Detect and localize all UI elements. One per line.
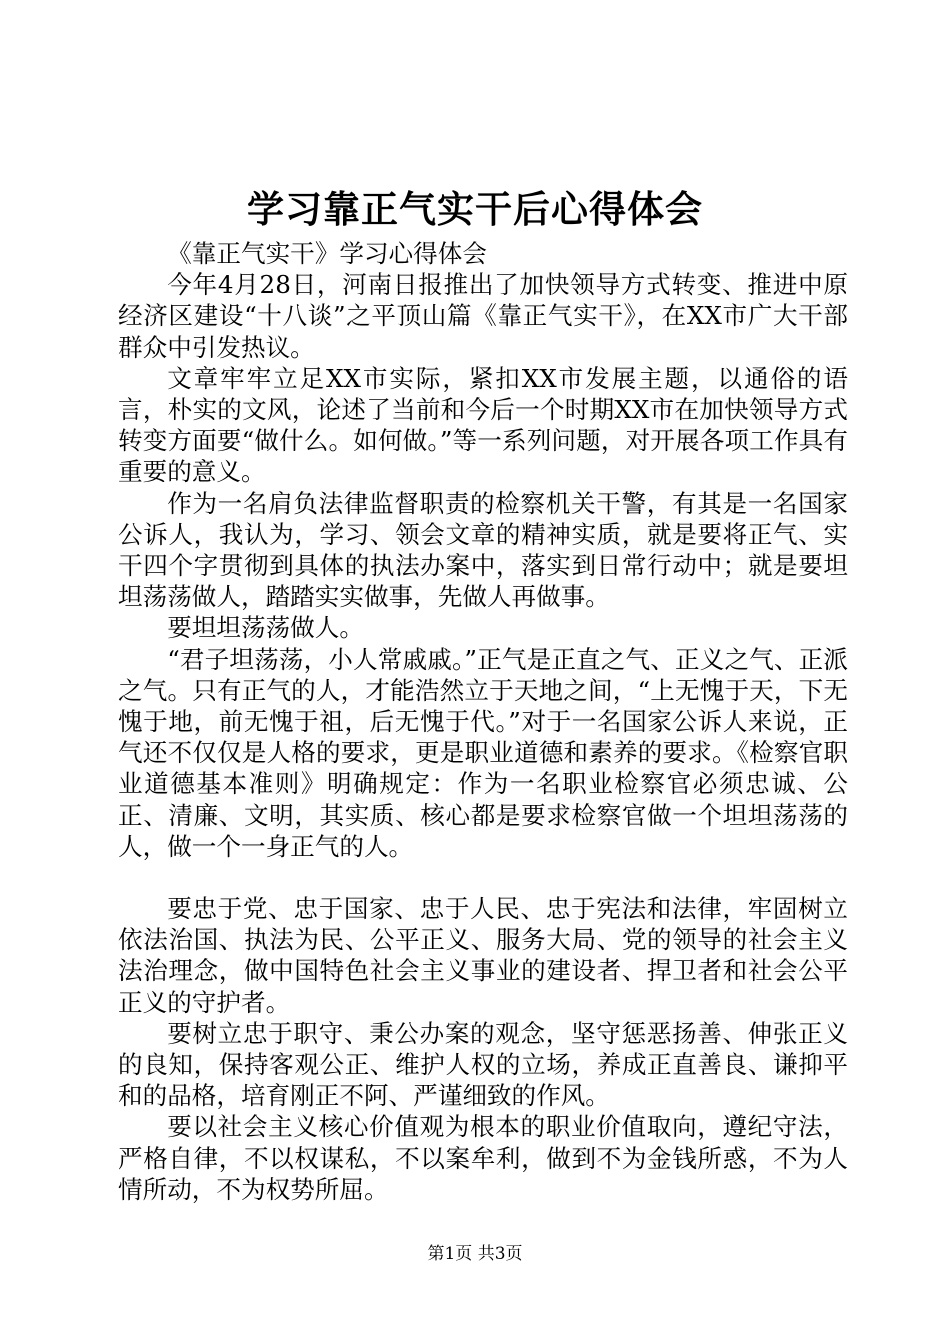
paragraph: 要树立忠于职守、秉公办案的观念，坚守惩恶扬善、伸张正义的良知，保持客观公正、维护人权的立场，养成正直善良、谦抑平和的品格，培育刚正不阿、严谨细致的作风。	[118, 1018, 848, 1111]
paragraph: 要忠于党、忠于国家、忠于人民、忠于宪法和法律，牢固树立依法治国、执法为民、公平正义、服务大局、党的领导的社会主义法治理念，做中国特色社会主义事业的建设者、捍卫者和社会公平正义的守护者。	[118, 894, 848, 1017]
paragraph-subtitle: 《靠正气实干》学习心得体会	[167, 239, 487, 268]
document-title: 学习靠正气实干后心得体会	[247, 187, 703, 231]
document-body	[118, 238, 848, 1205]
paragraph: 今年4月28日，河南日报推出了加快领导方式转变、推进中原经济区建设“十八谈”之平顶山篇《靠正气实干》，在XX市广大干部群众中引发热议。	[118, 270, 848, 362]
page-number-footer: 第1页 共3页	[427, 1244, 523, 1264]
paragraph: “君子坦荡荡，小人常戚戚。”正气是正直之气、正义之气、正派之气。只有正气的人，才能浩然立于天地之间，“上无愧于天，下无愧于地，前无愧于祖，后无愧于代。”对于一名国家公诉人来说，正气还不仅仅是人格的要求，更是职业道德和素养的要求。《检察官职业道德基本准则》明确规定：作为一名职业检察官必须忠诚、公正、清廉、文明，其实质、核心都是要求检察官做一个坦坦荡荡的人，做一个一身正气的人。	[118, 644, 848, 861]
paragraph: 文章牢牢立足XX市实际，紧扣XX市发展主题，以通俗的语言，朴实的文风，论述了当前和今后一个时期XX市在加快领导方式转变方面要“做什么。如何做。”等一系列问题，对开展各项工作具有重要的意义。	[118, 363, 848, 487]
paragraph: 要以社会主义核心价值观为根本的职业价值取向，遵纪守法，严格自律，不以权谋私，不以案牟利，做到不为金钱所惑，不为人情所动，不为权势所屈。	[118, 1112, 848, 1204]
paragraph: 作为一名肩负法律监督职责的检察机关干警，有其是一名国家公诉人，我认为，学习、领会文章的精神实质，就是要将正气、实干四个字贯彻到具体的执法办案中，落实到日常行动中；就是要坦坦荡荡做人，踏踏实实做事，先做人再做事。	[118, 488, 848, 612]
paragraph: 要坦坦荡荡做人。	[167, 613, 364, 643]
